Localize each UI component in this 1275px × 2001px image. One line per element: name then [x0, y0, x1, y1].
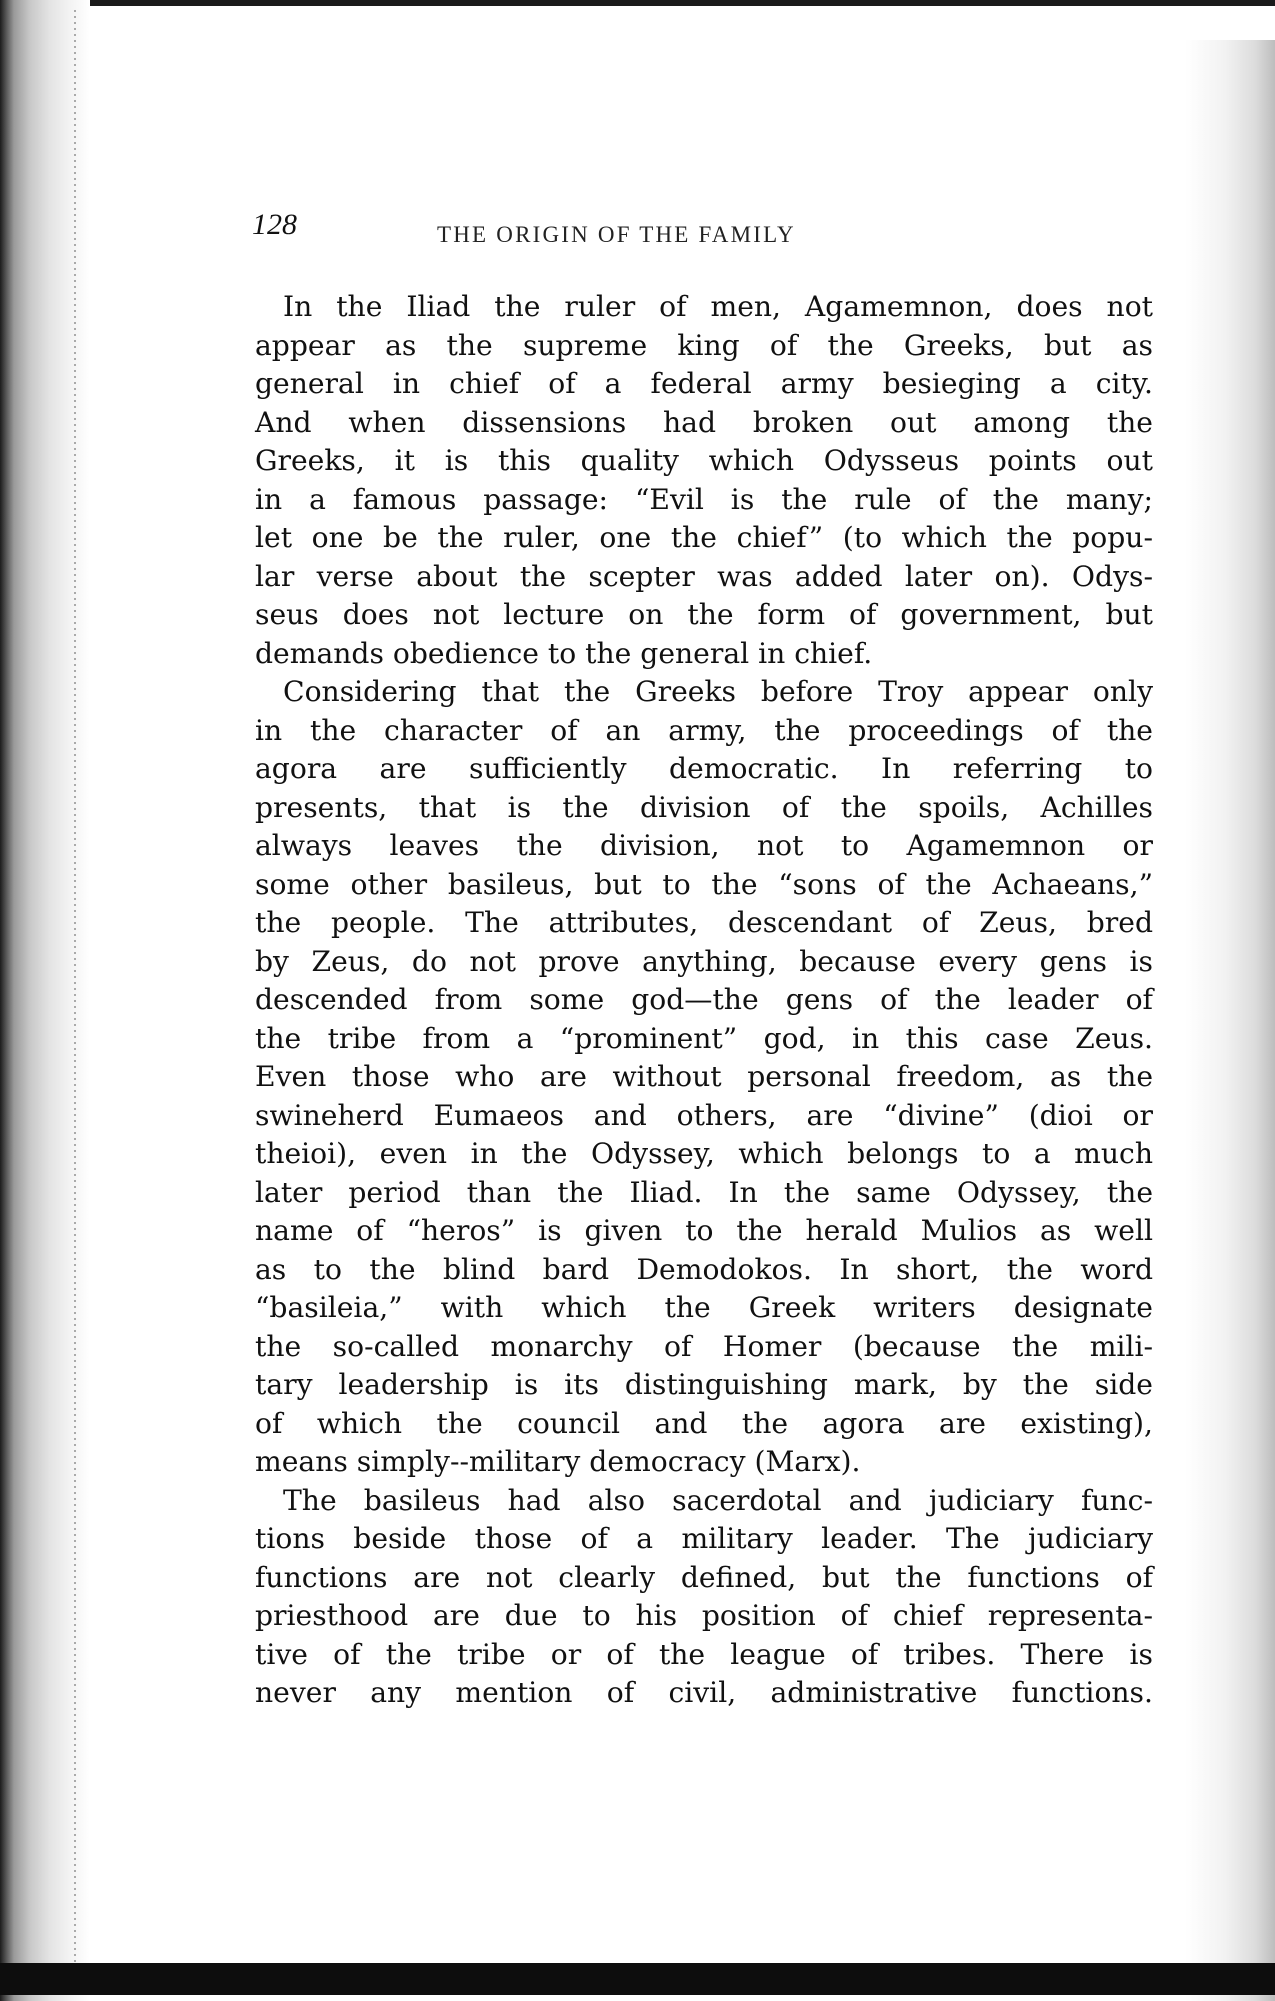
text-line: And when dissensions had broken out among the [255, 405, 1153, 439]
text-line: In the Iliad the ruler of men, Agamemnon, does not [283, 290, 1153, 323]
text-line: tions beside those of a military leader. The judiciary [255, 1522, 1153, 1555]
page-number: 128 [252, 208, 297, 241]
text-line: name of “heros” is given to the herald Mulios as well [255, 1214, 1153, 1247]
text-line: Even those who are without personal freedom, as the [255, 1060, 1153, 1093]
text-line: Greeks, it is this quality which Odysseus points out [255, 444, 1153, 477]
paragraph [255, 1482, 1153, 1713]
text-line: in the character of an army, the proceedings of the [255, 713, 1153, 747]
text-line: the tribe from a “prominent” god, in this case Zeus. [255, 1021, 1153, 1055]
text-line: let one be the ruler, one the chief” (to which the popu- [255, 521, 1153, 554]
running-head: THE ORIGIN OF THE FAMILY [437, 222, 796, 247]
text-line: functions are not clearly defined, but the functions of [255, 1560, 1153, 1594]
text-line: never any mention of civil, administrative functions. [255, 1676, 1153, 1709]
page-body [255, 288, 1153, 1713]
paragraph [255, 673, 1153, 1482]
text-line: by Zeus, do not prove anything, because every gens is [255, 944, 1153, 978]
text-line: tive of the tribe or of the league of tribes. There is [255, 1637, 1153, 1671]
text-line: demands obedience to the general in chief. [255, 636, 873, 670]
text-line: The basileus had also sacerdotal and judiciary func- [283, 1483, 1153, 1517]
text-line: the so-called monarchy of Homer (because the mili- [255, 1329, 1153, 1363]
text-line: in a famous passage: “Evil is the rule of the many; [255, 482, 1153, 516]
text-line: as to the blind bard Demodokos. In short, the word [255, 1252, 1153, 1286]
book-gutter-shadow [0, 0, 90, 2001]
text-line: priesthood are due to his position of chief representa- [255, 1599, 1153, 1632]
text-line: appear as the supreme king of the Greeks, but as [255, 328, 1153, 362]
scan-top-edge [0, 0, 1275, 6]
text-line: the people. The attributes, descendant of Zeus, bred [255, 906, 1153, 939]
text-line: general in chief of a federal army besieging a city. [255, 367, 1153, 400]
text-line: lar verse about the scepter was added later on). Odys- [255, 559, 1153, 593]
text-line: always leaves the division, not to Agamemnon or [255, 829, 1153, 862]
scan-bottom-edge [0, 1963, 1275, 1995]
text-line: of which the council and the agora are existing), [255, 1406, 1153, 1440]
text-line: presents, that is the division of the spoils, Achilles [255, 790, 1153, 824]
text-line: seus does not lecture on the form of government, but [255, 598, 1153, 631]
paragraph [255, 288, 1153, 673]
text-line: theioi), even in the Odyssey, which belongs to a much [255, 1137, 1153, 1170]
text-line: “basileia,” with which the Greek writers designate [255, 1291, 1153, 1324]
text-line: means simply--military democracy (Marx). [255, 1445, 861, 1478]
text-line: agora are sufficiently democratic. In referring to [255, 752, 1153, 785]
text-line: swineherd Eumaeos and others, are “divine” (dioi or [255, 1098, 1153, 1132]
text-line: later period than the Iliad. In the same Odyssey, the [255, 1175, 1153, 1209]
page-edge-shadow [1185, 40, 1275, 2001]
text-line: descended from some god—the gens of the leader of [255, 983, 1153, 1016]
text-line: Considering that the Greeks before Troy appear only [283, 675, 1153, 708]
text-line: some other basileus, but to the “sons of the Achaeans,” [255, 867, 1153, 901]
text-line: tary leadership is its distinguishing mark, by the side [255, 1368, 1153, 1401]
